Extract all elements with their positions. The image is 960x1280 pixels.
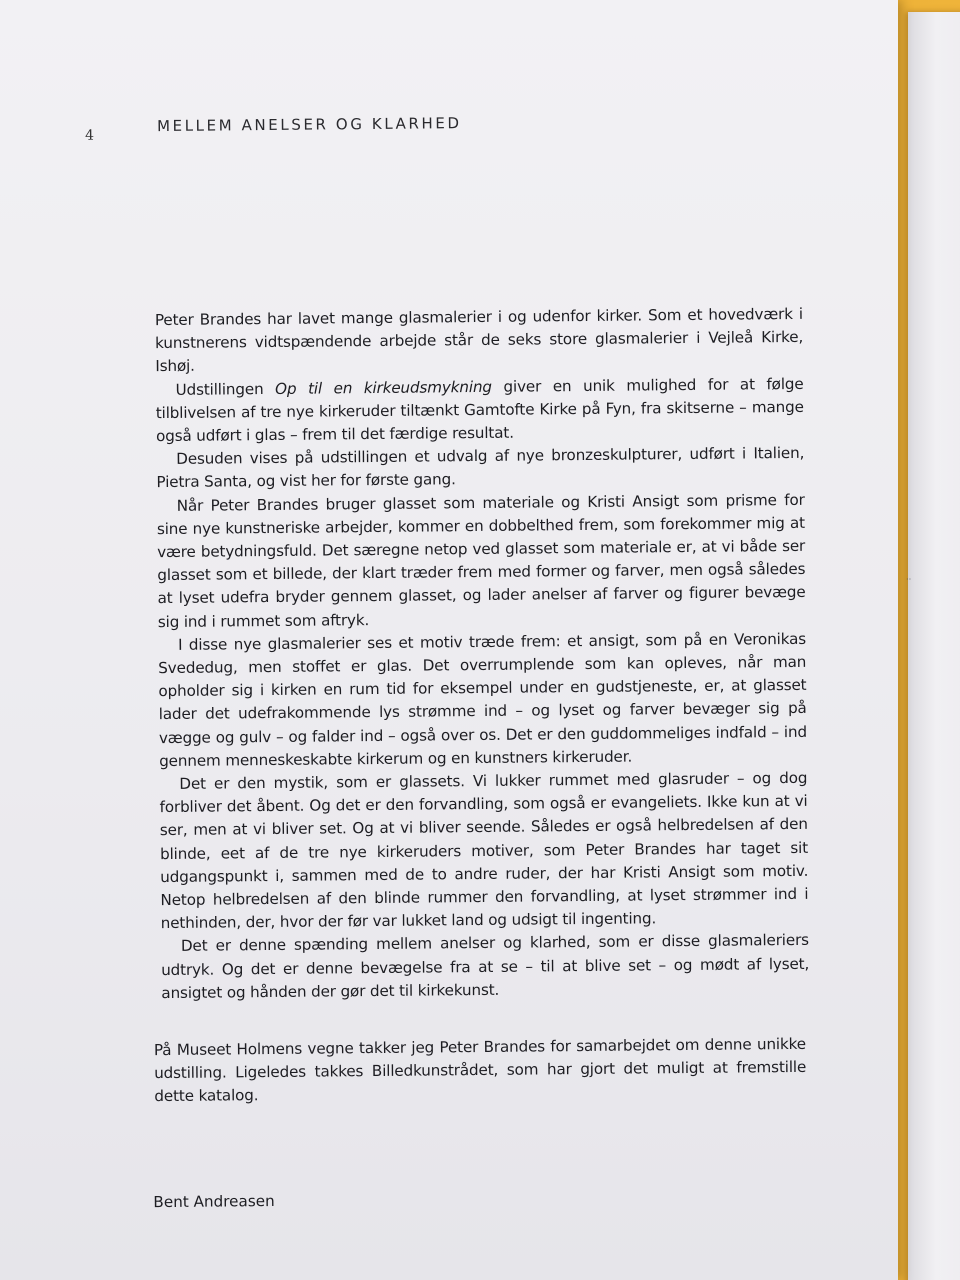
paragraph-7: Det er denne spænding mellem anelser og klarhed, som er disse glasmaleriers udtryk. Og det er denne bevægelse fra at se – til at blive set – og mødt af lyset, ansigtet og hånden der gør det til kirkekunst. (161, 931, 810, 1002)
running-head: MELLEM ANELSER OG KLARHED (156, 114, 462, 136)
paragraph-5: I disse nye glasmalerier ses et motiv træde frem: et ansigt, som på en Veronikas Svededug, men stoffet er glas. Det overrumplende som kan opleves, når man opholder sig i kirken en rum tid for eksempel under en gudstjeneste, er, at glasset lader det udefrakommende lys strømme ind – og lyset og farver bevæger sig på vægge og gulv – og falder ind – også over os. Det er den guddommeliges indfald – ind gennem menneskeskabte kirkerum og en kunstners kirkeruder. (158, 629, 807, 770)
paragraph-4: Når Peter Brandes bruger glasset som materiale og Kristi Ansigt som prisme for sine nye kunstneriske arbejder, kommer en dobbelthed frem, som forekommer mig at være betydningsfuld. Det særegne netop ved glasset som materiale er, at vi både ser glasset som et billede, der klart træder frem med former og farver, men også således at lyset udefra bryder gennem glasset, og lader anelser af farver og figurer bevæge sig ind i rummet som aftryk. (156, 490, 806, 631)
paragraph-3: Desuden vises på udstillingen et udvalg af nye bronzeskulpturer, udført i Italien, Pietra Santa, og vist her for første gang. (156, 444, 805, 492)
page-number: 4 (85, 127, 95, 144)
paragraph-1: Peter Brandes har lavet mange glasmalerier i og udenfor kirker. Som et hovedværk i kunstnerens vidtspændende arbejde står de seks store glasmalerier i Vejleå Kirke, Ishøj. (154, 304, 804, 376)
paragraph-2-rest: giver en unik mulighed for at følge tilblivelsen af tre nye kirkeruder tiltænkt Gamtofte Kirke på Fyn, fra skitserne – mange også udført i glas – frem til det færdige resultat. (155, 374, 804, 446)
exhibition-title: Op til en kirkeudsmykning (275, 377, 492, 398)
paragraph-2-lead: Udstillingen (175, 379, 276, 399)
body-text (155, 303, 810, 1005)
page-edge-mark: ·· (906, 575, 912, 584)
paragraph-2 (155, 372, 804, 448)
signature-name: Bent Andreasen (153, 1191, 275, 1212)
acknowledgement-paragraph: På Museet Holmens vegne takker jeg Peter Brandes for samarbejdet om denne unikke udstilling. Ligeledes takkes Billedkunstrådet, som har gjort det muligt at fremstille dette katalog. (153, 1034, 807, 1106)
paragraph-6: Det er den mystik, som er glassets. Vi lukker rummet med glasruder – og dog forbliver det åbent. Og det er den forvandling, som også er evangeliets. Ikke kun at vi ser, men at vi bliver set. Og at vi bliver seende. Således er også helbredelsen af den blinde, eet af de tre nye kirkeruders motiver, som Peter Brandes har taget sit udgangspunkt i, sammen med de to andre ruder, der har Kristi Ansigt som motiv. Netop helbredelsen af den blinde rummer den forvandling, at lyset strømmer ind i nethinden, der, hvor der før var lukket land og udsigt til ingenting. (159, 768, 809, 933)
facing-page-edge (908, 12, 960, 1280)
